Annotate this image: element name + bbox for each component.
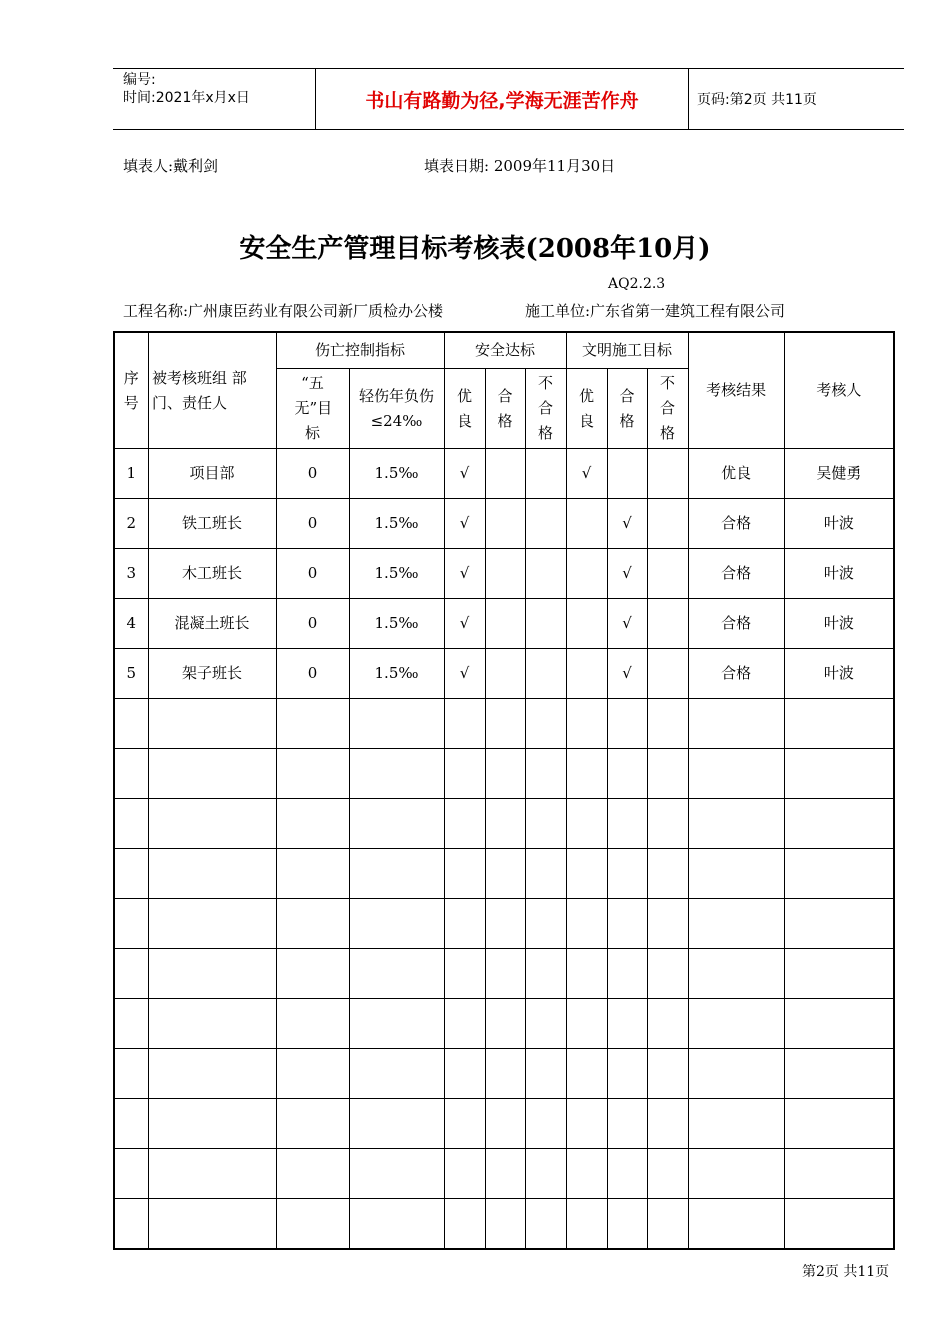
table-cell: 1: [114, 449, 148, 499]
table-cell: [688, 699, 784, 749]
header-divider: [688, 69, 689, 129]
header-civil-fail: 不合格: [647, 369, 688, 449]
table-cell: [566, 699, 607, 749]
table-row: [114, 549, 894, 599]
table-cell: [148, 749, 276, 799]
table-cell: [688, 899, 784, 949]
table-cell: [566, 1099, 607, 1149]
empty-row: [114, 949, 894, 999]
table-cell: [349, 849, 444, 899]
header-seq: 序号: [114, 332, 148, 449]
table-cell: [114, 1149, 148, 1199]
page-title: 安全生产管理目标考核表(2008年10月): [239, 234, 711, 264]
table-cell: [647, 849, 688, 899]
motto: 书山有路勤为径,学海无涯苦作舟: [365, 89, 639, 112]
table-cell: 混凝土班长: [148, 599, 276, 649]
page-footer: 第2页 共11页: [802, 1264, 890, 1280]
table-cell: [349, 1099, 444, 1149]
table-cell: [607, 899, 647, 949]
table-cell: [485, 749, 525, 799]
table-cell: √: [444, 599, 485, 649]
page-header: [113, 68, 904, 130]
table-cell: [525, 549, 566, 599]
table-cell: [276, 949, 349, 999]
table-cell: 吴健勇: [784, 449, 894, 499]
table-cell: 3: [114, 549, 148, 599]
table-cell: [607, 1199, 647, 1250]
table-cell: [647, 999, 688, 1049]
table-cell: [784, 1149, 894, 1199]
table-cell: [349, 749, 444, 799]
table-cell: [114, 699, 148, 749]
table-cell: [784, 849, 894, 899]
table-cell: 叶波: [784, 649, 894, 699]
table-cell: [566, 499, 607, 549]
table-cell: [607, 699, 647, 749]
table-cell: [485, 1099, 525, 1149]
table-cell: [566, 649, 607, 699]
table-cell: [688, 1099, 784, 1149]
table-cell: [349, 999, 444, 1049]
table-cell: [485, 849, 525, 899]
table-cell: [349, 949, 444, 999]
empty-row: [114, 699, 894, 749]
table-cell: [485, 499, 525, 549]
table-cell: 0: [276, 649, 349, 699]
table-cell: [276, 999, 349, 1049]
table-cell: [647, 1049, 688, 1099]
table-cell: [485, 599, 525, 649]
table-cell: [148, 1049, 276, 1099]
table-row: [114, 649, 894, 699]
table-cell: 0: [276, 549, 349, 599]
table-cell: [114, 999, 148, 1049]
table-cell: [525, 949, 566, 999]
table-cell: 叶波: [784, 549, 894, 599]
table-cell: [485, 999, 525, 1049]
table-cell: [525, 699, 566, 749]
table-cell: 0: [276, 499, 349, 549]
table-cell: [148, 999, 276, 1049]
table-cell: [444, 1099, 485, 1149]
table-cell: √: [607, 549, 647, 599]
table-cell: [647, 599, 688, 649]
table-cell: [566, 949, 607, 999]
table-cell: 0: [276, 449, 349, 499]
header-safety: 安全达标: [444, 332, 566, 369]
table-cell: [525, 499, 566, 549]
date-label: 时间:2021年x月x日: [123, 90, 250, 106]
table-cell: [485, 1199, 525, 1250]
table-cell: [607, 1049, 647, 1099]
table-cell: [114, 1049, 148, 1099]
header-rate: 轻伤年负伤≤24‰: [349, 369, 444, 449]
table-cell: 1.5‰: [349, 599, 444, 649]
header-row: [114, 332, 894, 369]
table-cell: [276, 749, 349, 799]
header-safety-fail: 不合格: [525, 369, 566, 449]
table-cell: [349, 799, 444, 849]
table-cell: 合格: [688, 499, 784, 549]
header-assessor: 考核人: [784, 332, 894, 449]
table-cell: [566, 799, 607, 849]
header-injury: 伤亡控制指标: [276, 332, 444, 369]
table-cell: [148, 799, 276, 849]
table-cell: [566, 1149, 607, 1199]
filler: 填表人:戴利剑: [123, 157, 219, 175]
table-cell: [525, 999, 566, 1049]
table-cell: [485, 949, 525, 999]
page-label: 页码:第2页 共11页: [697, 92, 817, 108]
table-cell: [349, 1149, 444, 1199]
table-cell: 4: [114, 599, 148, 649]
table-cell: [525, 1199, 566, 1250]
table-cell: √: [444, 449, 485, 499]
table-cell: [525, 599, 566, 649]
table-cell: [647, 949, 688, 999]
table-cell: 合格: [688, 649, 784, 699]
table-cell: √: [566, 449, 607, 499]
construction-unit: 施工单位:广东省第一建筑工程有限公司: [525, 302, 786, 320]
table-cell: 5: [114, 649, 148, 699]
table-cell: [114, 899, 148, 949]
table-cell: [485, 549, 525, 599]
table-cell: [444, 1199, 485, 1250]
table-cell: [276, 1199, 349, 1250]
project-name: 工程名称:广州康臣药业有限公司新厂质检办公楼: [123, 302, 444, 320]
table-cell: [607, 449, 647, 499]
table-row: [114, 449, 894, 499]
table-cell: 项目部: [148, 449, 276, 499]
table-cell: [688, 1199, 784, 1250]
table-cell: [784, 1099, 894, 1149]
table-cell: 2: [114, 499, 148, 549]
table-cell: [647, 449, 688, 499]
table-cell: [647, 699, 688, 749]
table-cell: [688, 849, 784, 899]
table-cell: [525, 1099, 566, 1149]
table-cell: [647, 1149, 688, 1199]
table-cell: [647, 1199, 688, 1250]
table-cell: [647, 549, 688, 599]
header-info: [123, 71, 250, 107]
table-cell: [525, 799, 566, 849]
table-cell: [148, 899, 276, 949]
table-cell: [114, 1199, 148, 1250]
table-cell: [566, 999, 607, 1049]
table-cell: [607, 849, 647, 899]
assessment-table: [113, 331, 895, 1250]
empty-row: [114, 849, 894, 899]
table-cell: [784, 699, 894, 749]
table-cell: 优良: [688, 449, 784, 499]
table-cell: 叶波: [784, 499, 894, 549]
table-cell: [566, 849, 607, 899]
table-cell: [444, 1049, 485, 1099]
table-cell: 木工班长: [148, 549, 276, 599]
table-cell: [444, 799, 485, 849]
table-cell: [114, 799, 148, 849]
empty-row: [114, 899, 894, 949]
table-cell: [525, 449, 566, 499]
table-cell: √: [607, 649, 647, 699]
table-cell: [647, 749, 688, 799]
header-five: “五无”目标: [276, 369, 349, 449]
table-cell: [688, 949, 784, 999]
table-cell: [148, 1199, 276, 1250]
table-cell: 1.5‰: [349, 499, 444, 549]
table-cell: [276, 1149, 349, 1199]
table-cell: [566, 1049, 607, 1099]
table-cell: [485, 899, 525, 949]
table-cell: [566, 1199, 607, 1250]
table-cell: [276, 699, 349, 749]
table-cell: [688, 1149, 784, 1199]
table-cell: √: [607, 499, 647, 549]
table-cell: [647, 499, 688, 549]
table-cell: [525, 649, 566, 699]
table-cell: [525, 899, 566, 949]
header-safety-good: 优良: [444, 369, 485, 449]
table-cell: [688, 799, 784, 849]
table-cell: [525, 749, 566, 799]
table-cell: [148, 1149, 276, 1199]
table-cell: [444, 1149, 485, 1199]
table-cell: [647, 899, 688, 949]
table-cell: 架子班长: [148, 649, 276, 699]
table-cell: [607, 1149, 647, 1199]
table-cell: [688, 1049, 784, 1099]
table-cell: 叶波: [784, 599, 894, 649]
table-cell: 0: [276, 599, 349, 649]
table-cell: 1.5‰: [349, 649, 444, 699]
table-cell: 1.5‰: [349, 449, 444, 499]
table-cell: [148, 1099, 276, 1149]
table-cell: [444, 849, 485, 899]
table-cell: [114, 849, 148, 899]
table-cell: [607, 999, 647, 1049]
table-cell: [276, 849, 349, 899]
header-civil-good: 优良: [566, 369, 607, 449]
table-cell: 合格: [688, 599, 784, 649]
table-cell: [784, 949, 894, 999]
number-label: 编号:: [123, 72, 156, 88]
table-cell: [485, 699, 525, 749]
table-cell: √: [444, 649, 485, 699]
header-safety-pass: 合格: [485, 369, 525, 449]
empty-row: [114, 1049, 894, 1099]
table-cell: [525, 849, 566, 899]
header-civil-pass: 合格: [607, 369, 647, 449]
table-cell: [784, 799, 894, 849]
form-code: AQ2.2.3: [608, 276, 666, 292]
table-cell: [784, 1199, 894, 1250]
empty-row: [114, 999, 894, 1049]
table-cell: [148, 849, 276, 899]
table-cell: [784, 749, 894, 799]
table-cell: [276, 799, 349, 849]
table-cell: [647, 1099, 688, 1149]
table-cell: [607, 749, 647, 799]
table-cell: [607, 1099, 647, 1149]
table-row: [114, 599, 894, 649]
table-cell: [444, 949, 485, 999]
empty-row: [114, 1199, 894, 1250]
table-cell: [566, 749, 607, 799]
table-cell: [349, 1199, 444, 1250]
table-cell: [485, 449, 525, 499]
table-cell: [349, 1049, 444, 1099]
table-cell: [647, 799, 688, 849]
table-cell: [276, 1099, 349, 1149]
table-cell: [114, 1099, 148, 1149]
table-cell: [276, 1049, 349, 1099]
table-cell: [688, 999, 784, 1049]
table-cell: [485, 1149, 525, 1199]
table-cell: [114, 949, 148, 999]
header-civil: 文明施工目标: [566, 332, 688, 369]
empty-row: [114, 799, 894, 849]
table-cell: [349, 699, 444, 749]
table-cell: 合格: [688, 549, 784, 599]
header-team: 被考核班组 部门、责任人: [148, 332, 276, 449]
table-cell: [784, 1049, 894, 1099]
table-cell: √: [444, 499, 485, 549]
fill-date: 填表日期: 2009年11月30日: [424, 157, 616, 175]
table-cell: [349, 899, 444, 949]
table-cell: [784, 899, 894, 949]
table-cell: [485, 1049, 525, 1099]
table-cell: [607, 949, 647, 999]
table-cell: [444, 999, 485, 1049]
table-cell: [525, 1149, 566, 1199]
table-cell: [444, 899, 485, 949]
table-cell: [276, 899, 349, 949]
table-cell: [525, 1049, 566, 1099]
table-cell: [647, 649, 688, 699]
header-result: 考核结果: [688, 332, 784, 449]
table-cell: [688, 749, 784, 799]
table-cell: √: [444, 549, 485, 599]
empty-row: [114, 1149, 894, 1199]
table-cell: [566, 549, 607, 599]
table-cell: [784, 999, 894, 1049]
table-cell: [485, 799, 525, 849]
table-cell: [114, 749, 148, 799]
table-cell: 铁工班长: [148, 499, 276, 549]
table-cell: [566, 899, 607, 949]
table-cell: [566, 599, 607, 649]
table-cell: [148, 699, 276, 749]
table-cell: [148, 949, 276, 999]
empty-row: [114, 749, 894, 799]
table-cell: [485, 649, 525, 699]
table-cell: [444, 699, 485, 749]
empty-row: [114, 1099, 894, 1149]
table-cell: √: [607, 599, 647, 649]
table-cell: [607, 799, 647, 849]
table-cell: 1.5‰: [349, 549, 444, 599]
table-cell: [444, 749, 485, 799]
table-row: [114, 499, 894, 549]
